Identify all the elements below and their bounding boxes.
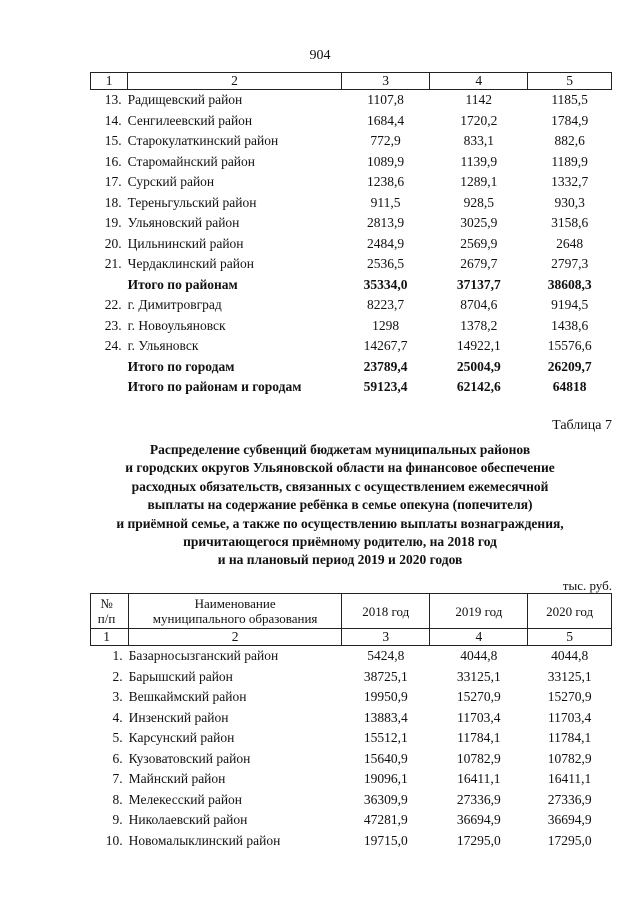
row-name: Ульяновский район <box>127 215 240 230</box>
row-number: 23. <box>104 317 122 333</box>
title-line: выплаты на содержание ребёнка в семье опекуна (попечителя) <box>147 497 533 513</box>
value-2020: 27336,9 <box>547 791 592 807</box>
table-row <box>91 646 612 667</box>
value-2020: 882,6 <box>554 133 585 148</box>
table-row <box>91 193 612 214</box>
table-row <box>91 790 612 811</box>
row-number: 14. <box>104 112 122 128</box>
title-line: Распределение субвенций бюджетам муниципальных районов <box>149 442 531 457</box>
table-row <box>91 810 612 831</box>
value-2019: 15270,9 <box>456 689 501 704</box>
value-2018: 35334,0 <box>363 276 408 292</box>
value-2019: 10782,9 <box>456 750 501 766</box>
column-number: 4 <box>430 73 528 90</box>
value-2018: 2813,9 <box>367 215 405 230</box>
value-2018: 1089,9 <box>367 153 405 169</box>
value-2020: 3158,6 <box>551 215 589 230</box>
value-2018: 8223,7 <box>367 297 405 312</box>
table-row <box>91 708 612 729</box>
table-header-row <box>91 594 612 629</box>
table-row <box>91 90 612 111</box>
row-name: г. Димитровград <box>127 297 222 312</box>
row-number: 9. <box>112 812 123 827</box>
row-number: 18. <box>104 194 122 210</box>
header-year-2020: 2020 год <box>528 594 612 629</box>
value-2018: 13883,4 <box>363 709 408 725</box>
table-label: Таблица 7 <box>552 418 612 433</box>
row-name: г. Ульяновск <box>127 338 199 353</box>
value-2019: 928,5 <box>463 194 494 210</box>
value-2018: 59123,4 <box>363 379 408 394</box>
value-2019: 14922,1 <box>456 338 501 353</box>
value-2019: 1289,1 <box>460 174 498 189</box>
total-row <box>91 275 612 296</box>
value-2020: 15576,6 <box>547 338 592 353</box>
value-2019: 11703,4 <box>457 709 501 725</box>
header-number-line: п/п <box>97 611 116 626</box>
row-name: Итого по районам и городам <box>127 379 302 394</box>
value-2019: 27336,9 <box>456 791 501 807</box>
row-name: Цильнинский район <box>127 235 244 251</box>
table-row <box>91 831 612 852</box>
row-number <box>91 357 128 378</box>
value-2018: 36309,9 <box>363 791 408 807</box>
value-2019: 1139,9 <box>460 153 498 169</box>
value-2019: 833,1 <box>463 133 494 148</box>
table-row <box>91 234 612 255</box>
header-year-2018: 2018 год <box>342 594 430 629</box>
row-number: 22. <box>104 297 122 312</box>
value-2018: 15640,9 <box>363 750 408 766</box>
value-2019: 1142 <box>465 92 493 107</box>
row-number: 5. <box>112 730 123 745</box>
row-number: 17. <box>104 174 122 189</box>
table-row <box>91 667 612 688</box>
row-name: Кузоватовский район <box>128 750 251 766</box>
value-2020: 1185,5 <box>551 92 588 107</box>
table-row <box>91 728 612 749</box>
column-number: 1 <box>91 629 129 646</box>
value-2020: 1332,7 <box>551 174 589 189</box>
column-number: 5 <box>528 73 612 90</box>
row-number: 2. <box>112 668 123 684</box>
header-year-2019: 2019 год <box>430 594 528 629</box>
table-column-number-row <box>91 629 612 646</box>
value-2020: 1438,6 <box>551 317 589 333</box>
value-2020: 1784,9 <box>551 112 589 128</box>
row-number: 6. <box>112 750 123 766</box>
row-number: 8. <box>112 791 123 807</box>
total-row <box>91 357 612 378</box>
column-number: 2 <box>129 629 342 646</box>
table-continuation <box>90 72 612 398</box>
header-name-line: муниципального образования <box>152 611 318 626</box>
title-line: и городских округов Ульяновской области на финансовое обеспечение <box>125 460 555 476</box>
row-number: 3. <box>112 689 123 704</box>
table-row <box>91 254 612 275</box>
value-2019: 17295,0 <box>456 832 501 848</box>
table-row <box>91 152 612 173</box>
row-name: Инзенский район <box>128 709 229 725</box>
value-2019: 8704,6 <box>460 297 498 312</box>
table-row <box>91 213 612 234</box>
row-name: Радищевский район <box>127 92 243 107</box>
row-number: 1. <box>112 648 123 663</box>
value-2019: 62142,6 <box>456 379 501 394</box>
value-2019: 1720,2 <box>460 112 498 128</box>
row-name: Итого по городам <box>127 358 235 374</box>
column-number: 5 <box>528 629 612 646</box>
table-row <box>91 769 612 790</box>
value-2019: 37137,7 <box>456 276 501 292</box>
row-name: Старомайнский район <box>127 153 256 169</box>
row-number: 20. <box>104 235 122 251</box>
row-name: г. Новоульяновск <box>127 317 226 333</box>
value-2018: 1684,4 <box>367 112 405 128</box>
column-number: 2 <box>128 73 342 90</box>
row-name: Карсунский район <box>128 730 235 745</box>
column-number: 3 <box>341 73 429 90</box>
value-2019: 36694,9 <box>456 812 501 827</box>
value-2020: 2648 <box>556 235 584 251</box>
table-title <box>70 441 610 570</box>
value-2019: 25004,9 <box>456 358 501 374</box>
value-2019: 4044,8 <box>460 648 498 663</box>
value-2019: 1378,2 <box>460 317 498 333</box>
row-number: 13. <box>104 92 122 107</box>
title-line: и на плановый период 2019 и 2020 годов <box>217 552 463 568</box>
value-2019: 11784,1 <box>457 730 501 745</box>
table-row <box>91 172 612 193</box>
row-number: 19. <box>104 215 122 230</box>
row-name: Чердаклинский район <box>127 256 254 271</box>
value-2018: 911,5 <box>370 194 401 210</box>
header-name <box>129 594 342 629</box>
row-name: Старокулаткинский район <box>127 133 279 148</box>
table-row <box>91 336 612 357</box>
row-number: 16. <box>104 153 122 169</box>
column-number: 3 <box>342 629 430 646</box>
header-number-line: № <box>100 596 113 611</box>
page-number: 904 <box>309 48 331 63</box>
table-row <box>91 316 612 337</box>
value-2019: 3025,9 <box>460 215 498 230</box>
value-2018: 1107,8 <box>367 92 404 107</box>
value-2020: 4044,8 <box>551 648 589 663</box>
row-number <box>91 275 128 296</box>
row-name: Майнский район <box>128 771 226 786</box>
row-number: 4. <box>112 709 123 725</box>
value-2020: 11703,4 <box>547 709 592 725</box>
header-name-line: Наименование <box>194 596 276 611</box>
value-2020: 1189,9 <box>551 153 588 169</box>
value-2018: 2536,5 <box>367 256 405 271</box>
table-row <box>91 749 612 770</box>
row-name: Базарносызганский район <box>128 648 279 663</box>
column-number: 4 <box>430 629 528 646</box>
row-number: 10. <box>105 832 123 848</box>
title-line: расходных обязательств, связанных с осуществлением ежемесячной <box>131 478 549 494</box>
value-2018: 14267,7 <box>363 338 408 353</box>
value-2018: 5424,8 <box>367 648 405 663</box>
value-2020: 64818 <box>552 379 587 394</box>
row-name: Сурский район <box>127 174 215 189</box>
row-number: 7. <box>112 771 123 786</box>
table-row <box>91 295 612 316</box>
table-column-number-row <box>91 73 612 90</box>
value-2018: 19950,9 <box>363 689 408 704</box>
table-row <box>91 687 612 708</box>
value-2018: 47281,9 <box>363 812 408 827</box>
value-2019: 2569,9 <box>460 235 498 251</box>
value-2020: 10782,9 <box>547 750 592 766</box>
value-2020: 9194,5 <box>551 297 589 312</box>
row-number <box>91 377 128 398</box>
table-row <box>91 131 612 152</box>
value-2018: 1238,6 <box>367 174 405 189</box>
value-2018: 38725,1 <box>363 668 408 684</box>
row-name: Новомалыклинский район <box>128 832 281 848</box>
row-name: Сенгилеевский район <box>127 112 253 128</box>
row-name: Николаевский район <box>128 812 248 827</box>
total-row <box>91 377 612 398</box>
value-2018: 19715,0 <box>363 832 408 848</box>
value-2020: 15270,9 <box>547 689 592 704</box>
value-2019: 33125,1 <box>456 668 501 684</box>
value-2018: 772,9 <box>370 133 401 148</box>
value-2020: 11784,1 <box>547 730 592 745</box>
units-label: тыс. руб. <box>562 578 612 593</box>
column-number: 1 <box>91 73 128 90</box>
row-number: 15. <box>104 133 122 148</box>
value-2020: 16411,1 <box>547 771 592 786</box>
value-2020: 38608,3 <box>547 276 592 292</box>
value-2018: 19096,1 <box>363 771 408 786</box>
row-number: 21. <box>104 256 122 271</box>
value-2018: 15512,1 <box>363 730 408 745</box>
value-2020: 17295,0 <box>547 832 592 848</box>
value-2020: 36694,9 <box>547 812 592 827</box>
table-row <box>91 111 612 132</box>
row-name: Барышский район <box>128 668 233 684</box>
value-2018: 1298 <box>372 317 400 333</box>
row-name: Тереньгульский район <box>127 194 257 210</box>
title-line: причитающегося приёмному родителю, на 2018 год <box>183 534 497 550</box>
header-number <box>91 594 129 629</box>
value-2020: 33125,1 <box>547 668 592 684</box>
value-2018: 2484,9 <box>367 235 405 251</box>
row-number: 24. <box>104 338 122 353</box>
value-2020: 2797,3 <box>551 256 589 271</box>
value-2019: 2679,7 <box>460 256 498 271</box>
subvention-table <box>90 593 612 851</box>
row-name: Мелекесский район <box>128 791 243 807</box>
value-2019: 16411,1 <box>457 771 501 786</box>
title-line: и приёмной семье, а также по осуществлению выплаты вознаграждения, <box>116 515 564 531</box>
row-name: Вешкаймский район <box>128 689 247 704</box>
row-name: Итого по районам <box>127 276 238 292</box>
value-2020: 930,3 <box>554 194 585 210</box>
value-2018: 23789,4 <box>363 358 408 374</box>
value-2020: 26209,7 <box>547 358 592 374</box>
